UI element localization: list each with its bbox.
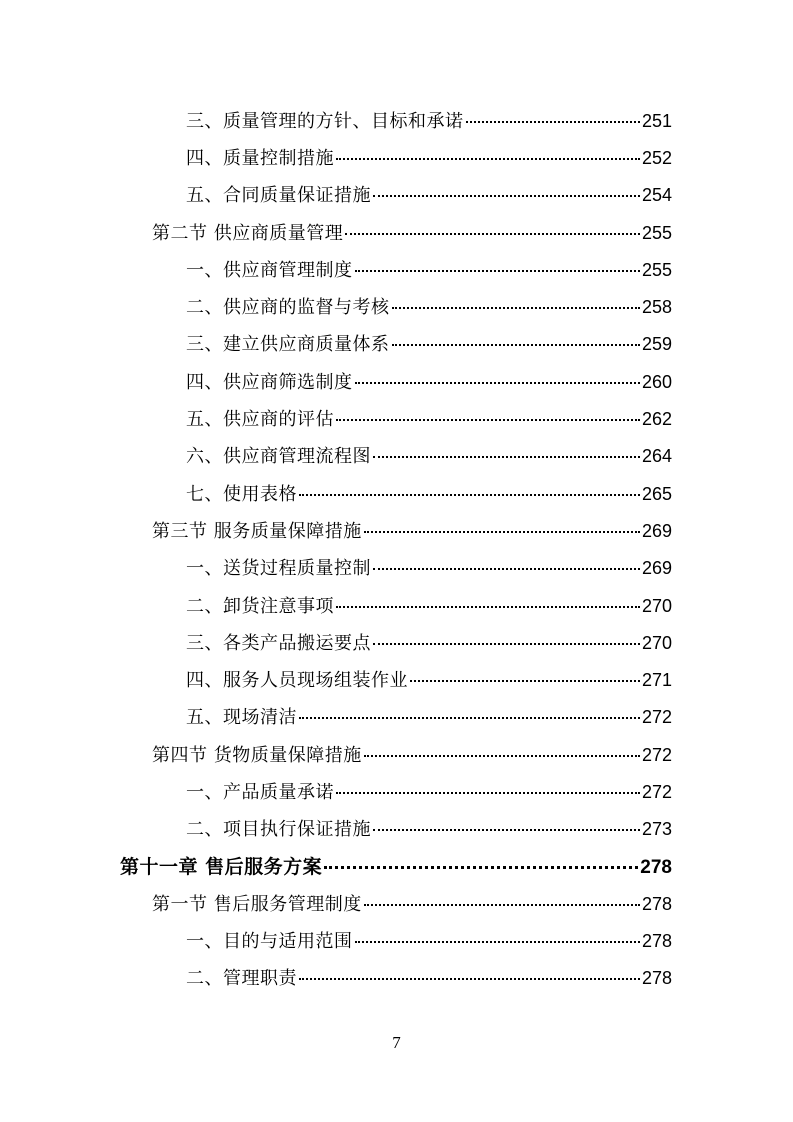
toc-entry-page: 255: [641, 222, 672, 243]
toc-entry-page: 278: [641, 893, 672, 914]
toc-entry[interactable]: [0, 810, 793, 847]
toc-entry[interactable]: [0, 250, 793, 287]
toc-entry-page: 278: [641, 968, 672, 989]
toc-dot-leader: [355, 382, 640, 384]
toc-dot-leader: [373, 568, 640, 570]
toc-entry-page: 255: [641, 259, 672, 280]
toc-entry-page: 259: [641, 334, 672, 355]
toc-entry-title: 第一节 售后服务管理制度: [152, 893, 362, 915]
toc-dot-leader: [373, 643, 640, 645]
toc-dot-leader: [299, 717, 640, 719]
toc-entry[interactable]: [0, 287, 793, 324]
toc-entry-title: 三、各类产品搬运要点: [186, 632, 371, 654]
toc-entry-title: 第二节 供应商质量管理: [152, 222, 344, 244]
toc-entry-page: 264: [641, 446, 672, 467]
toc-entry-page: 273: [641, 819, 672, 840]
toc-entry[interactable]: [0, 698, 793, 735]
toc-entry[interactable]: [0, 474, 793, 511]
toc-entry-title: 一、目的与适用范围: [186, 931, 353, 953]
toc-entry[interactable]: [0, 549, 793, 586]
toc-dot-leader: [336, 419, 640, 421]
toc-dot-leader: [392, 307, 640, 309]
toc-entry-page: 270: [641, 632, 672, 653]
toc-entry[interactable]: [0, 660, 793, 697]
toc-dot-leader: [392, 344, 640, 346]
toc-entry-page: 269: [641, 520, 672, 541]
toc-entry-title: 五、供应商的评估: [186, 409, 334, 431]
toc-entry-page: 260: [641, 371, 672, 392]
toc-entry-page: 251: [641, 110, 672, 131]
toc-dot-leader: [345, 233, 640, 235]
toc-entry-title: 七、使用表格: [186, 483, 297, 505]
toc-entry-page: 272: [641, 744, 672, 765]
toc-entry-page: 272: [641, 781, 672, 802]
toc-entry-title: 三、建立供应商质量体系: [186, 334, 390, 356]
toc-entry-title: 二、项目执行保证措施: [186, 819, 371, 841]
toc-entry-title: 二、卸货注意事项: [186, 595, 334, 617]
toc-section-entry[interactable]: [0, 213, 793, 250]
toc-entry-page: 269: [641, 558, 672, 579]
toc-dot-leader: [364, 531, 640, 533]
toc-entry[interactable]: [0, 101, 793, 138]
toc-dot-leader: [364, 755, 640, 757]
toc-entry[interactable]: [0, 922, 793, 959]
toc-entry-title: 四、供应商筛选制度: [186, 371, 353, 393]
toc-dot-leader: [466, 121, 640, 123]
toc-dot-leader: [355, 941, 640, 943]
toc-entry-page: 252: [641, 147, 672, 168]
toc-section-entry[interactable]: [0, 511, 793, 548]
toc-entry-page: 265: [641, 483, 672, 504]
toc-dot-leader: [373, 195, 640, 197]
toc-entry-title: 五、合同质量保证措施: [186, 185, 371, 207]
toc-dot-leader: [410, 680, 640, 682]
toc-entry-page: 278: [640, 857, 672, 879]
toc-dot-leader: [373, 829, 640, 831]
toc-entry-title: 四、服务人员现场组装作业: [186, 670, 408, 692]
toc-entry-title: 六、供应商管理流程图: [186, 446, 371, 468]
toc-entry-title: 二、供应商的监督与考核: [186, 297, 390, 319]
toc-entry[interactable]: [0, 138, 793, 175]
toc-entry[interactable]: [0, 176, 793, 213]
toc-entry[interactable]: [0, 959, 793, 996]
toc-entry-page: 271: [641, 670, 672, 691]
toc-entry-title: 第三节 服务质量保障措施: [152, 520, 362, 542]
toc-entry[interactable]: [0, 437, 793, 474]
toc-dot-leader: [336, 158, 640, 160]
toc-entry-title: 第十一章 售后服务方案: [120, 856, 323, 879]
toc-entry-title: 四、质量控制措施: [186, 147, 334, 169]
toc-entry-page: 258: [641, 297, 672, 318]
toc-dot-leader: [299, 494, 640, 496]
toc-entry[interactable]: [0, 399, 793, 436]
table-of-contents: [0, 101, 793, 996]
toc-entry[interactable]: [0, 325, 793, 362]
toc-chapter-entry[interactable]: [0, 847, 793, 884]
toc-entry-title: 一、产品质量承诺: [186, 781, 334, 803]
toc-entry-title: 二、管理职责: [186, 968, 297, 990]
toc-entry[interactable]: [0, 586, 793, 623]
toc-dot-leader: [324, 866, 638, 869]
toc-section-entry[interactable]: [0, 884, 793, 921]
toc-dot-leader: [373, 456, 640, 458]
page-number: 7: [392, 1033, 401, 1052]
toc-dot-leader: [336, 606, 640, 608]
toc-entry-page: 254: [641, 185, 672, 206]
toc-entry-title: 五、现场清洁: [186, 707, 297, 729]
toc-entry-title: 一、送货过程质量控制: [186, 558, 371, 580]
toc-entry-title: 第四节 货物质量保障措施: [152, 744, 362, 766]
toc-entry-page: 272: [641, 707, 672, 728]
toc-entry-page: 278: [641, 931, 672, 952]
toc-entry-title: 一、供应商管理制度: [186, 259, 353, 281]
toc-entry-page: 262: [641, 409, 672, 430]
toc-entry[interactable]: [0, 623, 793, 660]
toc-dot-leader: [355, 270, 640, 272]
toc-dot-leader: [336, 792, 640, 794]
toc-entry-page: 270: [641, 595, 672, 616]
toc-entry[interactable]: [0, 772, 793, 809]
toc-entry[interactable]: [0, 362, 793, 399]
toc-section-entry[interactable]: [0, 735, 793, 772]
toc-dot-leader: [364, 904, 640, 906]
toc-dot-leader: [299, 978, 640, 980]
toc-entry-title: 三、质量管理的方针、目标和承诺: [186, 110, 464, 132]
